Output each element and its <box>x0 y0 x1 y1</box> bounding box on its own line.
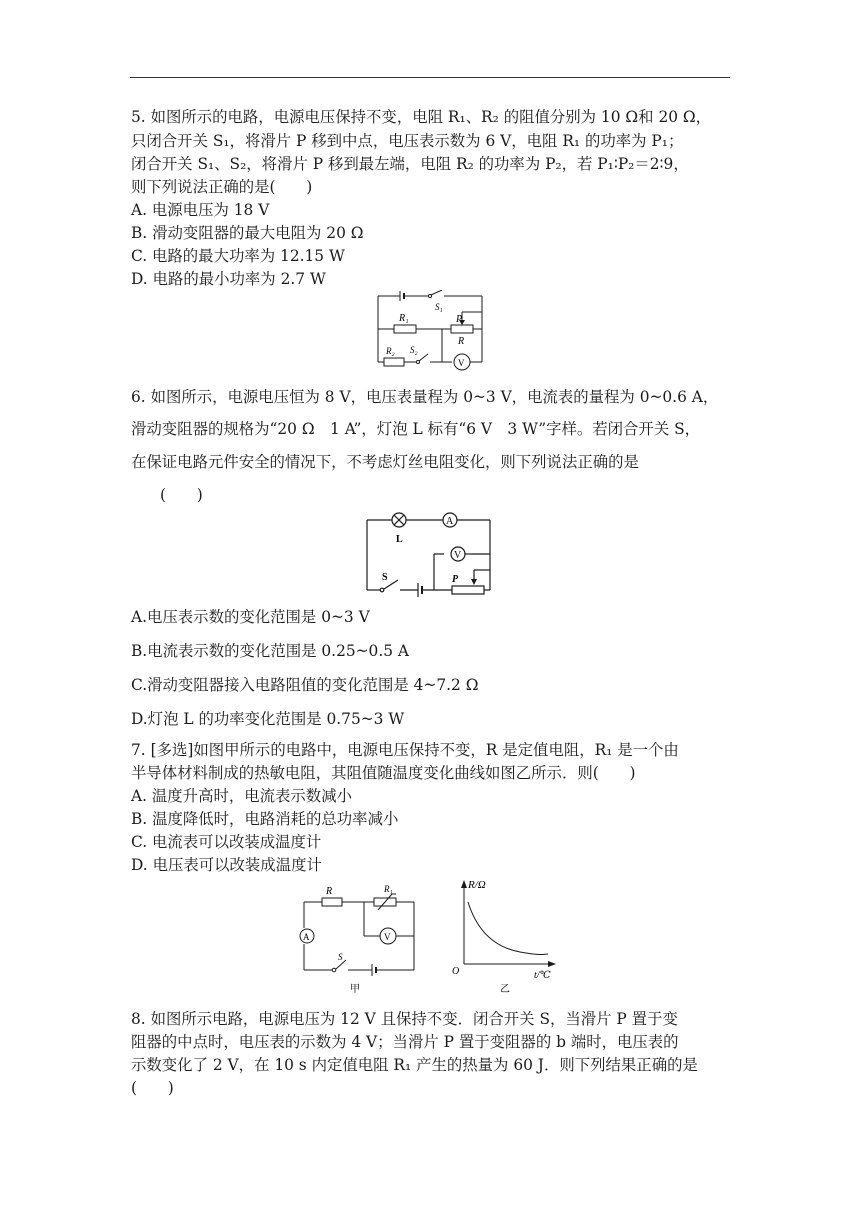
q5-option-b: B. 滑动变阻器的最大电阻为 20 Ω <box>131 224 364 242</box>
q6-circuit-diagram <box>362 508 498 600</box>
q6-stem-line: 6. 如图所示，电源电压恒为 8 V，电压表量程为 0~3 V，电流表的量程为 0~0.6 A， <box>131 388 719 406</box>
q8-stem-line: 示数变化了 2 V，在 10 s 内定值电阻 R₁ 产生的热量为 60 J．则下列结果正确的是 <box>131 1056 698 1074</box>
q7-circuit-jia <box>294 880 422 996</box>
q7-voltmeter-label: V <box>384 932 391 942</box>
q5-voltmeter-label: V <box>458 358 465 368</box>
q5-stem-line: 闭合开关 S₁、S₂，将滑片 P 移到最左端，电阻 R₂ 的功率为 P₂，若 P₁∶P₂＝2∶9， <box>131 155 689 173</box>
q6-answer-bracket: ( ) <box>160 486 203 504</box>
q7-graph-x-label: t/℃ <box>534 970 551 981</box>
q7-label-r1: R₁ <box>384 884 393 894</box>
q5-stem-line: 5. 如图所示的电路，电源电压保持不变，电阻 R₁、R₂ 的阻值分别为 10 Ω和 20 Ω， <box>131 108 712 126</box>
q5-label-p: P <box>456 314 463 325</box>
q7-figure-jia-caption: 甲 <box>350 984 360 995</box>
q8-stem-line: 阻器的中点时，电压表的示数为 4 V；当滑片 P 置于变阻器的 b 端时，电压表的 <box>131 1033 679 1051</box>
q6-option-c: C.滑动变阻器接入电路阻值的变化范围是 4~7.2 Ω <box>131 676 479 694</box>
q6-lamp-label: L <box>396 534 403 545</box>
q6-option-a: A.电压表示数的变化范围是 0~3 V <box>131 608 370 626</box>
q7-label-s: S <box>338 952 343 962</box>
q5-label-s1: S₁ <box>435 302 443 312</box>
q7-option-d: D. 电压表可以改装成温度计 <box>131 856 322 874</box>
q6-option-d: D.灯泡 L 的功率变化范围是 0.75~3 W <box>131 710 405 728</box>
q7-option-b: B. 温度降低时，电路消耗的总功率减小 <box>131 810 399 828</box>
q5-label-r1: R₁ <box>399 313 409 324</box>
q6-stem-line: 在保证电路元件安全的情况下，不考虑灯丝电阻变化，则下列说法正确的是 <box>131 453 639 471</box>
q7-option-a: A. 温度升高时，电流表示数减小 <box>131 787 352 805</box>
q6-label-p: P <box>452 574 459 585</box>
q6-label-s: S <box>382 572 388 583</box>
q7-figure-yi-caption: 乙 <box>500 984 510 995</box>
q7-stem-line: 半导体材料制成的热敏电阻，其阻值随温度变化曲线如图乙所示．则( ) <box>131 764 636 782</box>
q6-option-b: B.电流表示数的变化范围是 0.25~0.5 A <box>131 642 410 660</box>
q7-stem-line: 7. [多选]如图甲所示的电路中，电源电压保持不变，R 是定值电阻，R₁ 是一个由 <box>131 741 679 759</box>
q7-graph-origin: O <box>452 966 460 977</box>
q6-ammeter-label: A <box>446 516 454 527</box>
q6-stem-line: 滑动变阻器的规格为“20 Ω 1 A”，灯泡 L 标有“6 V 3 W”字样。若闭合开关 S， <box>131 420 701 438</box>
q5-stem-line: 则下列说法正确的是( ) <box>131 178 313 196</box>
q5-label-s2: S₂ <box>410 345 418 355</box>
q7-label-r: R <box>326 886 333 897</box>
q5-label-r2: R₂ <box>386 346 395 356</box>
q5-option-c: C. 电路的最大功率为 12.15 W <box>131 247 345 265</box>
q8-answer-bracket: ( ) <box>131 1079 174 1097</box>
header-rule <box>130 77 730 78</box>
q5-circuit-diagram <box>372 290 492 372</box>
q5-label-r: R <box>458 336 465 347</box>
q5-stem-line: 只闭合开关 S₁，将滑片 P 移到中点，电压表示数为 6 V，电阻 R₁ 的功率为 P₁； <box>131 132 684 150</box>
q7-graph-yi <box>448 874 572 1000</box>
q7-ammeter-label: A <box>303 932 310 942</box>
q5-option-d: D. 电路的最小功率为 2.7 W <box>131 270 326 288</box>
q7-graph-y-label: R/Ω <box>468 879 486 891</box>
q5-option-a: A. 电源电压为 18 V <box>131 201 270 219</box>
q7-option-c: C. 电流表可以改装成温度计 <box>131 833 322 851</box>
q6-voltmeter-label: V <box>454 550 462 561</box>
q8-stem-line: 8. 如图所示电路，电源电压为 12 V 且保持不变．闭合开关 S，当滑片 P 置于变 <box>131 1010 678 1028</box>
